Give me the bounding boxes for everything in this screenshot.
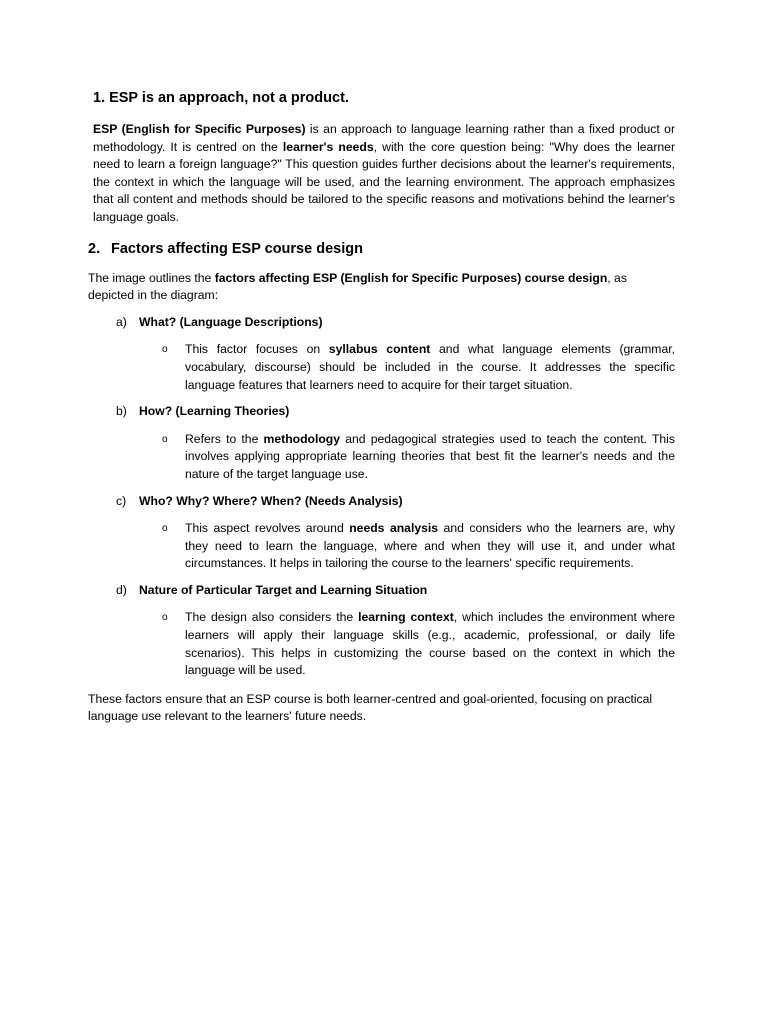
list-label: a) — [116, 314, 127, 329]
para-text: , which includes the environment where learners will apply their language skills (e.g., academic, professional, or daily life scenarios). This helps in customizing the course based on the context in which the language will be used. — [185, 610, 675, 678]
para-text: and what language elements (grammar, vocabulary, discourse) should be included in the course. It addresses the specific language features that learners need to acquire for their target situation. — [185, 342, 676, 392]
hollow-bullet-icon: o — [162, 433, 168, 445]
para-text: , as depicted in the diagram: — [88, 270, 627, 303]
sub-bullet-text — [185, 520, 675, 573]
list-item-heading: What? (Language Descriptions) — [139, 314, 323, 329]
key-term: syllabus content — [328, 342, 431, 357]
para-text: , with the core question being: "Why does the learner need to learn a foreign language?" This question guides further decisions about the learner's requirements, the context in which the language will be used, and the learning environment. The approach emphasizes that all content and methods should be tailored to the specific reasons and motivations behind the learner's language goals. — [93, 139, 676, 224]
sub-bullet-text — [185, 609, 675, 679]
list-item-heading: Who? Why? Where? When? (Needs Analysis) — [139, 493, 403, 508]
hollow-bullet-icon: o — [162, 612, 168, 624]
list-item-b — [116, 403, 675, 421]
list-label: b) — [116, 404, 127, 419]
section-2-heading — [88, 238, 675, 260]
sub-bullet-text — [185, 431, 675, 484]
learners-needs-term: learner's needs — [282, 139, 374, 154]
sub-bullet-c — [162, 520, 675, 573]
para-text: This aspect revolves around — [185, 521, 350, 536]
para-text: is an approach to language learning rather than a fixed product or methodology. It is centred on the — [93, 122, 675, 154]
section-2-number: 2. — [88, 240, 101, 257]
sub-bullet-a — [162, 341, 675, 394]
section-2-intro — [88, 270, 675, 305]
section-1-number: 1. — [93, 90, 106, 106]
section-1-title: ESP is an approach, not a product. — [109, 90, 349, 106]
para-text: and pedagogical strategies used to teach the content. This involves applying appropriate learning theories that best fit the learner's needs and the nature of the target language use. — [185, 431, 675, 481]
key-term: methodology — [263, 431, 341, 446]
key-term: needs analysis — [349, 521, 439, 536]
sub-bullet-d — [162, 609, 675, 679]
list-label: d) — [116, 582, 127, 597]
sub-bullet-text — [185, 341, 675, 394]
hollow-bullet-icon: o — [162, 344, 168, 356]
para-text: The design also considers the — [185, 610, 359, 625]
list-label: c) — [116, 493, 127, 508]
hollow-bullet-icon: o — [162, 523, 168, 535]
list-item-heading: Nature of Particular Target and Learning Situation — [139, 582, 428, 597]
list-item-a — [116, 314, 675, 332]
factors-term: factors affecting ESP (English for Specific Purposes) course design — [214, 270, 608, 285]
list-item-heading: How? (Learning Theories) — [139, 404, 290, 419]
list-item-c — [116, 493, 675, 511]
para-text: The image outlines the — [88, 270, 215, 285]
sub-bullet-b — [162, 431, 675, 484]
para-text: and considers who the learners are, why they need to learn the language, where and when they will use it, and under what circumstances. It helps in tailoring the course to the learners' specific requirements. — [185, 521, 676, 571]
conclusion-paragraph: These factors ensure that an ESP course is both learner-centred and goal-oriented, focusing on practical language use relevant to the learners' future needs. — [88, 691, 653, 724]
section-1-heading — [93, 86, 675, 110]
esp-term: ESP (English for Specific Purposes) — [93, 122, 306, 136]
para-text: This factor focuses on — [185, 342, 329, 357]
section-1-paragraph — [93, 121, 675, 227]
key-term: learning context — [358, 610, 454, 625]
para-text: Refers to the — [185, 431, 264, 446]
list-item-d — [116, 582, 675, 600]
section-2-title: Factors affecting ESP course design — [111, 240, 363, 257]
